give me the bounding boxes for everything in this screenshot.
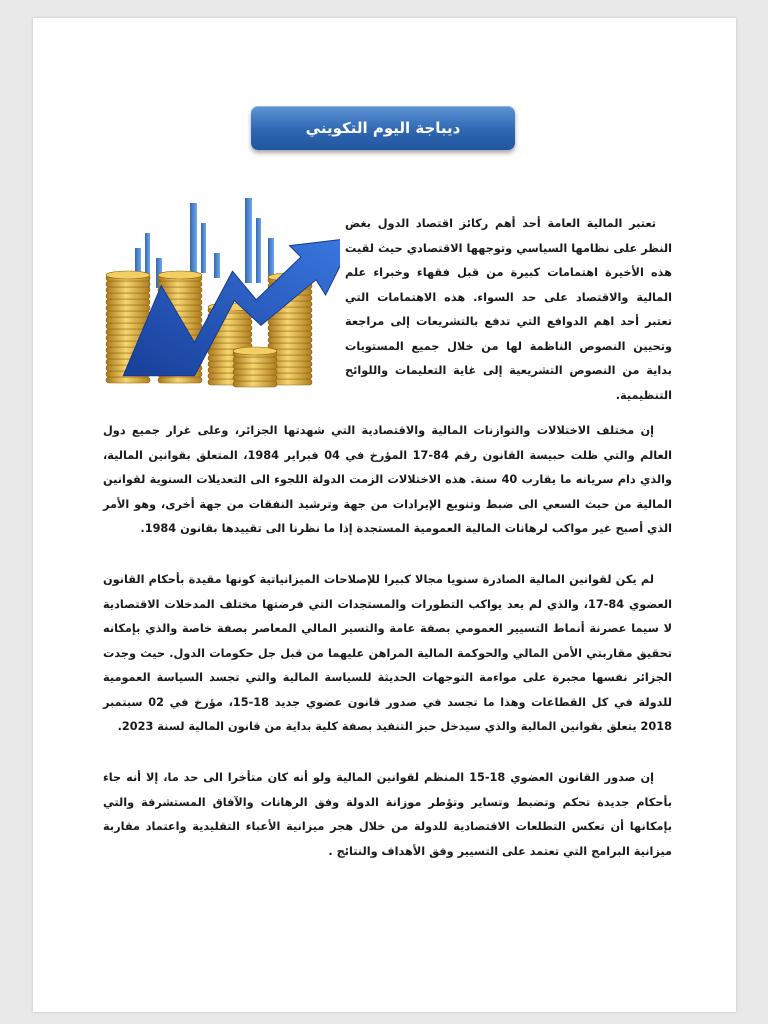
coin xyxy=(233,375,277,381)
coin xyxy=(233,369,277,375)
coin xyxy=(268,337,312,343)
coin-top xyxy=(158,271,202,279)
coin xyxy=(106,293,150,299)
coin xyxy=(233,363,277,369)
page-title: ديباجة اليوم التكويني xyxy=(305,119,461,137)
coin xyxy=(106,377,150,383)
body-paragraph-3: لم يكن لقوانين المالية الصادرة سنويا مجالا كبيرا للإصلاحات الميزانياتية كونها مقيدة بأحكام القانون العضوي 84-17، والذي لم يعد يواكب التطورات والمستجدات التي فرضتها مختلف المدخلات الاقتصادية لا سيما عصرنة أنماط التسيير العمومي بصفة عامة والتسير المالي المعاصر بصفة خاصة والذي بإمكانه تحقيق مقاربتي الأمن المالي والحوكمة المالية المراهن عليهما من قبل جل حكومات الدول. حيث وجدت الجزائر نفسها مجبرة على مواءمة التوجهات الحديثة للسياسة المالية والتي تجسد السياسة العمومية للدولة في كل القطاعات وهذا ما تجسد في صدور قانون عضوي جديد 18-15، مؤرخ في 02 سبتمبر 2018 يتعلق بقوانين المالية والذي سيدخل حيز التنفيذ بصفة كلية بداية من قانون المالية لسنة 2023. xyxy=(103,573,673,733)
coin xyxy=(233,357,277,363)
coin xyxy=(106,287,150,293)
coin-top xyxy=(233,347,277,355)
intro-paragraph: تعتبر المالية العامة أحد أهم ركائز اقتصاد الدول بغض النظر على نظامها السياسي وتوجهها الاقتصادي حيث لقيت هذه الأخيرة اهتمامات كبيرة من قبل فقهاء وخبراء علم المالية والاقتصاد على حد السواء. هذه الاهتمامات التي تعتبر أحد اهم الدوافع التي تدفع بالتشريعات إلى مراجعة وتحيين النصوص الناظمة لها من خلال جميع المستويات بداية من النصوص التشريعية إلى غاية التعليمات واللوائح التنظيمية. xyxy=(345,217,672,402)
coin xyxy=(106,305,150,311)
coin xyxy=(268,325,312,331)
coin xyxy=(106,311,150,317)
coin xyxy=(106,317,150,323)
title-banner xyxy=(251,106,515,150)
coins-growth-arrow-illustration xyxy=(90,193,340,393)
coin xyxy=(106,299,150,305)
coin xyxy=(106,281,150,287)
coin xyxy=(158,281,202,287)
coin xyxy=(158,377,202,383)
coin xyxy=(268,343,312,349)
body-paragraph-4: إن صدور القانون العضوي 18-15 المنظم لقوانين المالية ولو أنه كان متأخرا الى حد ما، إلا أنه جاء بأحكام جديدة تحكم وتضبط وتساير وتؤطر موزانة الدولة وفق الرهانات والآفاق المستشرفة والتي بإمكانها أن تعكس التطلعات الاقتصادية للدولة من خلال هجر ميزانية الأعباء التقليدية واعتماد مقاربة ميزانية البرامج التي تعتمد على التسيير وفق الأهداف والنتائج . xyxy=(103,771,672,858)
body-paragraph-2: إن مختلف الاختلالات والتوازنات المالية والاقتصادية التي شهدتها الجزائر، وعلى غرار جميع دول العالم والتي ظلت حبيسة القانون رقم 84-17 المؤرخ في 04 فبراير 1984، المتعلق بقوانين المالية، والذي دام سريانه ما يقارب 40 سنة. هذه الاختلالات الزمت الدولة اللجوء الى التعديلات السنوية لقوانين المالية من حيث السعي الى ضبط وتنويع الإيرادات من جهة وترشيد النفقات من جهة أخرى، وهو الأمر الذي أصبح غير مواكب لرهانات المالية العمومية المستجدة إذا ما نظرنا الى تقييدها بقانون 1984. xyxy=(103,424,672,535)
document-page xyxy=(33,18,736,1012)
coin xyxy=(233,381,277,387)
coin xyxy=(268,319,312,325)
coin-top xyxy=(106,271,150,279)
coin xyxy=(268,331,312,337)
